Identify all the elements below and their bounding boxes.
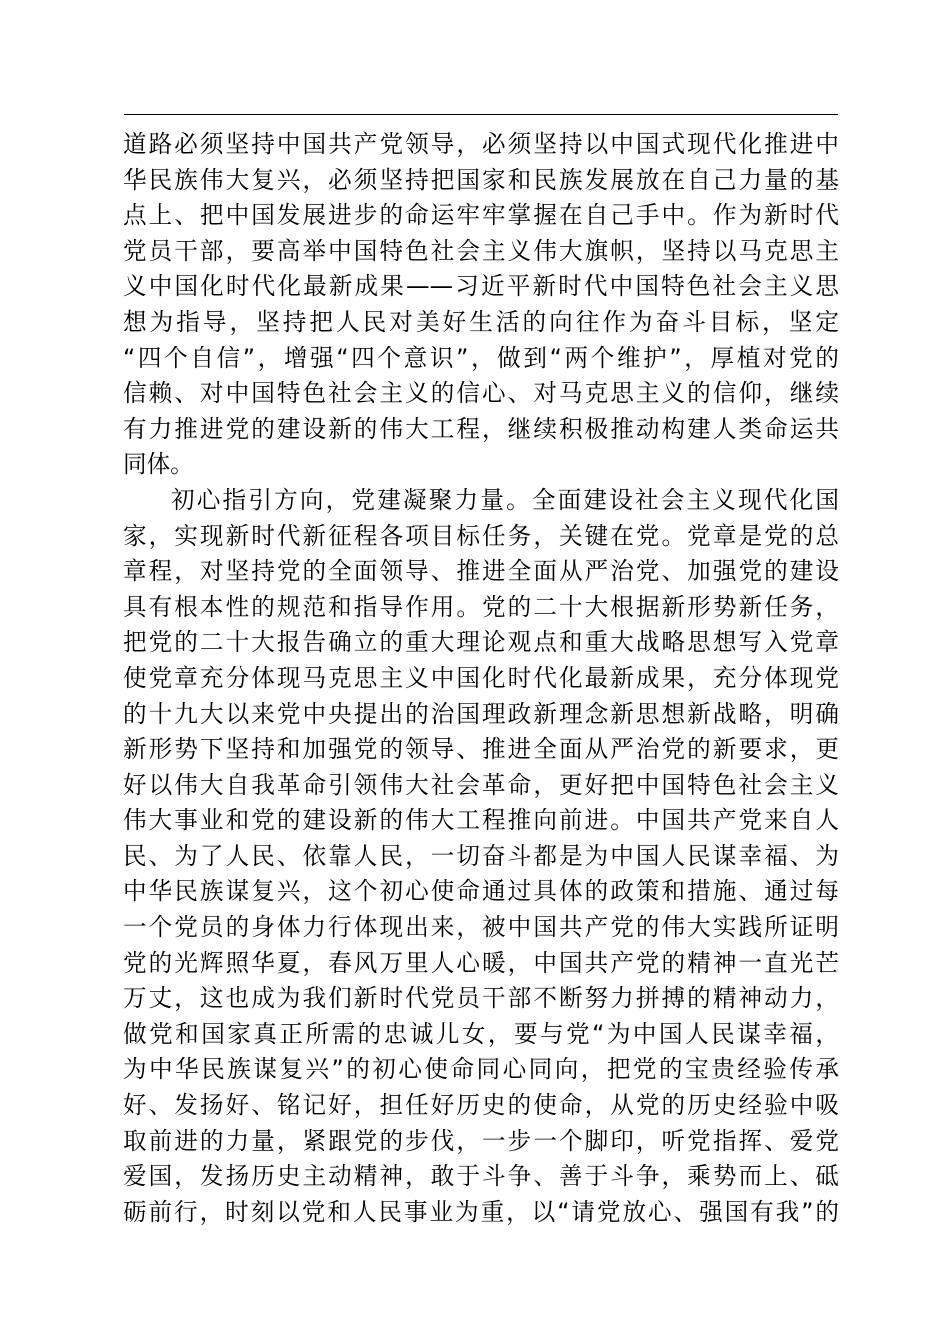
paragraph-line: 想为指导，坚持把人民对美好生活的向往作为奋斗目标，坚定 [123,307,839,336]
paragraph-line: 有力推进党的建设新的伟大工程，继续积极推动构建人类命运共 [123,414,839,443]
paragraph-line: 一个党员的身体力行体现出来，被中国共产党的伟大实践所证明 [123,913,839,942]
paragraph-line: 党的光辉照华夏，春风万里人心暖，中国共产党的精神一直光芒 [123,948,839,977]
paragraph-line: 具有根本性的规范和指导作用。党的二十大根据新形势新任务， [123,592,839,621]
header-rule [124,114,838,115]
paragraph-line: 华民族伟大复兴，必须坚持把国家和民族发展放在自己力量的基 [123,165,839,194]
paragraph-line: 初心指引方向，党建凝聚力量。全面建设社会主义现代化国 [171,485,839,514]
paragraph-line: 章程，对坚持党的全面领导、推进全面从严治党、加强党的建设 [123,557,839,586]
paragraph-line: 使党章充分体现马克思主义中国化时代化最新成果，充分体现党 [123,663,839,692]
paragraph-line: 好、发扬好、铭记好，担任好历史的使命，从党的历史经验中吸 [123,1091,839,1120]
paragraph-line: 党员干部，要高举中国特色社会主义伟大旗帜，坚持以马克思主 [123,236,839,265]
paragraph-1 [123,127,839,483]
paragraph-line: 好以伟大自我革命引领伟大社会革命，更好把中国特色社会主义 [123,770,839,799]
paragraph-line: 家，实现新时代新征程各项目标任务，关键在党。党章是党的总 [123,521,839,550]
paragraph-line: 做党和国家真正所需的忠诚儿女，要与党“为中国人民谋幸福， [123,1019,839,1048]
paragraph-line: 万丈，这也成为我们新时代党员干部不断努力拼搏的精神动力， [123,984,839,1013]
paragraph-line: 为中华民族谋复兴”的初心使命同心同向，把党的宝贵经验传承 [123,1055,839,1084]
document-body [123,127,839,1230]
paragraph-line: 信赖、对中国特色社会主义的信心、对马克思主义的信仰，继续 [123,379,839,408]
paragraph-line: 爱国，发扬历史主动精神，敢于斗争、善于斗争，乘势而上、砥 [123,1162,839,1191]
paragraph-line: 取前进的力量，紧跟党的步伐，一步一个脚印，听党指挥、爱党 [123,1126,839,1155]
paragraph-line: 义中国化时代化最新成果——习近平新时代中国特色社会主义思 [123,272,839,301]
paragraph-line: 把党的二十大报告确立的重大理论观点和重大战略思想写入党章 [123,628,839,657]
paragraph-line: 中华民族谋复兴，这个初心使命通过具体的政策和措施、通过每 [123,877,839,906]
paragraph-line: 砺前行，时刻以党和人民事业为重，以“请党放心、强国有我”的 [123,1197,839,1226]
paragraph-line: 道路必须坚持中国共产党领导，必须坚持以中国式现代化推进中 [123,130,839,158]
paragraph-line: 的十九大以来党中央提出的治国理政新理念新思想新战略，明确 [123,699,839,728]
paragraph-2 [123,483,839,1230]
paragraph-line: 民、为了人民、依靠人民，一切奋斗都是为中国人民谋幸福、为 [123,841,839,870]
paragraph-line: “四个自信”，增强“四个意识”，做到“两个维护”，厚植对党的 [123,343,839,372]
paragraph-line: 点上、把中国发展进步的命运牢牢掌握在自己手中。作为新时代 [123,201,839,230]
paragraph-line: 同体。 [123,450,194,479]
paragraph-line: 伟大事业和党的建设新的伟大工程推向前进。中国共产党来自人 [123,806,839,835]
paragraph-line: 新形势下坚持和加强党的领导、推进全面从严治党的新要求，更 [123,735,839,764]
